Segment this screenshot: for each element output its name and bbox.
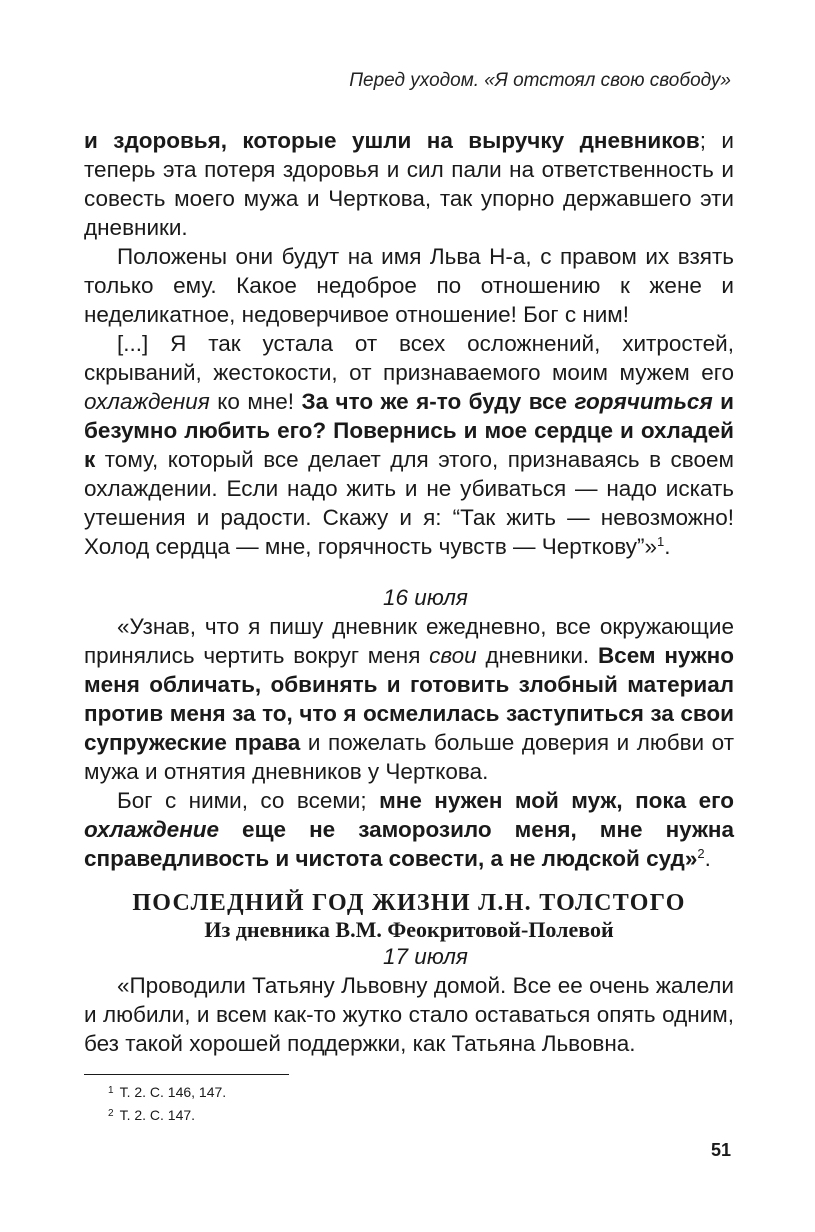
running-head: Перед уходом. «Я отстоял свою свободу» xyxy=(349,70,731,91)
text-span: Положены они будут на имя Льва Н-а, с правом их взять только ему. Какое недоброе по отношению к жене и неделикатное, недоверчивое отношение! Бог с ним! xyxy=(84,244,734,327)
text-span: дневники. xyxy=(476,643,598,668)
text-span: ; и теперь эта потеря здоровья и сил пали на ответственность и совесть моего мужа и Черткова, так упорно державшего эти дневники. xyxy=(84,128,734,240)
footnote-divider xyxy=(84,1074,289,1075)
footnote-text: Т. 2. С. 147. xyxy=(119,1107,196,1123)
paragraph-4 xyxy=(84,612,734,786)
date-heading: 16 июля xyxy=(383,585,468,610)
text-span: . xyxy=(704,846,711,871)
section-title: ПОСЛЕДНИЙ ГОД ЖИЗНИ Л.Н. ТОЛСТОГО xyxy=(132,890,686,916)
main-text xyxy=(84,126,734,1058)
text-span: «Проводили Татьяну Львовну домой. Все ее очень жалели и любили, и всем как-то жутко стало оставаться опять одним, без такой хорошей поддержки, как Татьяна Львовна. xyxy=(84,973,734,1056)
italic-span: охлаждения xyxy=(84,389,210,414)
footnote-mark: 2 xyxy=(108,1108,114,1119)
page-number: 51 xyxy=(710,1140,731,1160)
footnote-ref[interactable]: 1 xyxy=(656,534,665,549)
text-span: [...] Я так устала от всех осложнений, хитростей, скрываний, жестокости, от признаваемого моим мужем его xyxy=(84,331,734,385)
footnote-ref[interactable]: 2 xyxy=(697,846,705,861)
bold-text: За что же я-то буду все xyxy=(301,389,575,414)
bold-italic-span: горячиться xyxy=(574,389,713,414)
bold-text: и безумно любить его? Повернись и мое сердце и охладей к xyxy=(84,389,734,472)
text-span: и пожелать больше доверия и любви от мужа и отнятия дневников у Черткова. xyxy=(84,730,734,784)
footnote-2 xyxy=(108,1103,226,1126)
paragraph-1 xyxy=(84,126,734,242)
bold-text: мне нужен мой муж, пока его xyxy=(379,788,734,813)
text-span: ко мне! xyxy=(209,389,302,414)
bold-text: еще не заморозило меня, мне нужна справедливость и чистота совести, а не людской суд» xyxy=(84,817,734,871)
footnote-text: Т. 2. С. 146, 147. xyxy=(119,1084,227,1100)
paragraph-6 xyxy=(84,971,734,1058)
bold-span: Всем нужно меня обличать, обвинять и готовить злобный материал против меня за то, что я осмелилась заступиться за свои супружеские права xyxy=(84,643,734,755)
date-heading: 17 июля xyxy=(383,944,468,969)
bold-italic-span: охлаждение xyxy=(84,817,220,842)
section-subtitle: Из дневника В.М. Феокритовой-Полевой xyxy=(204,917,614,942)
text-span: Бог с ними, со всеми; xyxy=(117,788,380,813)
paragraph-2 xyxy=(84,242,734,329)
spacer xyxy=(84,561,734,583)
text-span: тому, который все делает для этого, признаваясь в своем охлаждении. Если надо жить и не убиваться — надо искать утешения и радости. Скажу и я: “Так жить — невозможно! Холод сердца — мне, горячность чувств — Черткову”» xyxy=(84,447,734,559)
footnote-mark: 1 xyxy=(108,1085,114,1096)
bold-span: и здоровья, которые ушли на выручку дневников xyxy=(84,128,700,153)
text-span: . xyxy=(664,534,671,559)
footnotes xyxy=(108,1080,226,1126)
text-span: «Узнав, что я пишу дневник ежедневно, все окружающие принялись чертить вокруг меня xyxy=(84,614,734,668)
footnote-1 xyxy=(108,1080,226,1103)
paragraph-5 xyxy=(84,786,734,873)
paragraph-3 xyxy=(84,329,734,561)
italic-span: свои xyxy=(429,643,477,668)
